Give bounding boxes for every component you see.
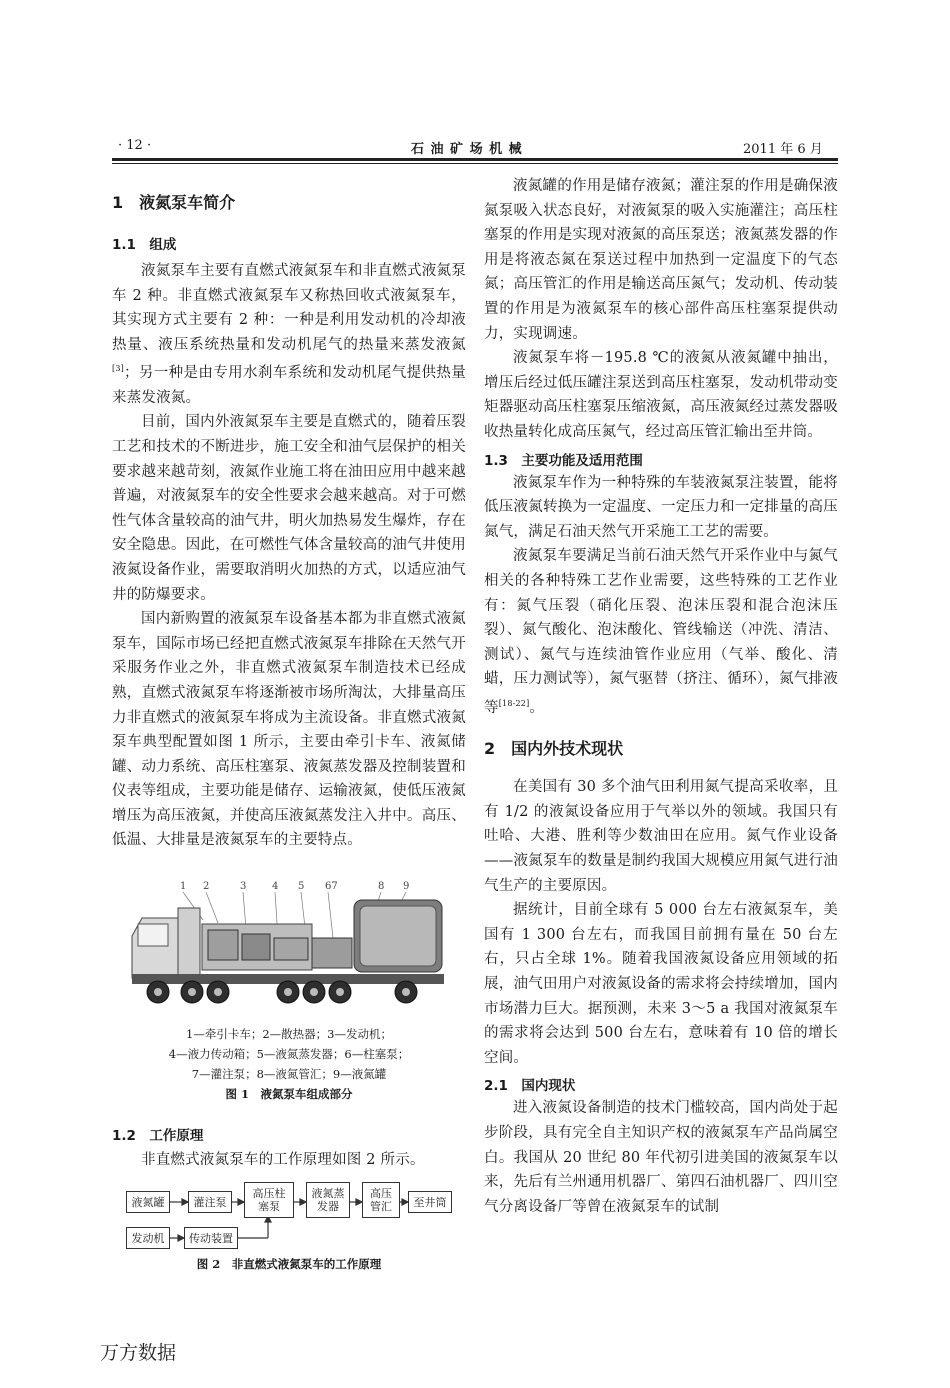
box-engine: 发动机 (126, 1227, 170, 1249)
box-tank: 液氮罐 (126, 1191, 170, 1213)
legend-line-3: 7—灌注泵；8—液氮管汇；9—液氮罐 (191, 1067, 387, 1081)
box-to-well: 至井筒 (408, 1191, 452, 1213)
left-column (112, 190, 466, 853)
header-rule-thin (112, 163, 838, 164)
issue-date: 2011 年 6 月 (743, 142, 823, 157)
section-1-3-heading: 1.3 主要功能及适用范围 (484, 452, 643, 469)
paragraph-5: 液氮罐的作用是储存液氮；灌注泵的作用是确保液氮泵吸入状态良好，对液氮泵的吸入实施灌注；高压柱塞泵的作用是实现对液氮的高压泵送；液氮蒸发器的作用是将液态氮在泵送过程中加热到一定温度下的气态氮；高压管汇的作用是输送高压氮气；发动机、传动装置的作用是为液氮泵车的核心部件高压柱塞泵提供动力，实现调速。 (484, 178, 838, 342)
part-number-3: 3 (240, 881, 247, 892)
paragraph-9: 在美国有 30 多个油气田利用氮气提高采收率，且有 1/2 的液氮设备应用于气举以外的领域。我国只有吐哈、大港、胜利等少数油田在应用。氮气作业设备——液氮泵车的数量是制约我国大规模应用氮气进行油气生产的主要原因。 (484, 779, 838, 894)
section-1-1-heading: 1.1 组成 (112, 237, 177, 253)
box-transmission: 传动装置 (184, 1227, 238, 1249)
figure-1-caption: 图 1 液氮泵车组成部分 (225, 1087, 353, 1101)
citation: [3] (112, 364, 124, 374)
header-rule (112, 158, 838, 161)
figure-1-illustration (128, 878, 448, 1018)
section-1-2-heading: 1.2 工作原理 (112, 1128, 204, 1144)
truck-drawing (128, 878, 448, 1018)
part-number-1: 1 (180, 881, 187, 892)
part-number-8: 8 (378, 881, 385, 892)
left-column-lower (112, 1124, 466, 1173)
paragraph-1: 液氮泵车主要有直燃式液氮泵车和非直燃式液氮泵车 2 种。非直燃式液氮泵车又称热回收式液氮泵车，其实现方式主要有 2 种：一种是利用发动机的冷却液热量、液压系统热量和发动机尾气的热量来蒸发液氮[3]；另一种是由专用水刹车系统和发动机尾气提供热量来蒸发液氮。 (112, 263, 466, 406)
section-2-heading: 2 国内外技术现状 (484, 739, 624, 759)
figure-2-caption: 图 2 非直燃式液氮泵车的工作原理 (196, 1257, 382, 1271)
part-number-9: 9 (403, 881, 410, 892)
part-number-2: 2 (203, 881, 210, 892)
section-1-heading: 1 液氮泵车简介 (112, 193, 236, 212)
legend-line-2: 4—液力传动箱；5—液氮蒸发器；6—柱塞泵； (168, 1047, 410, 1061)
part-number-4: 4 (272, 881, 279, 892)
paragraph-3: 国内新购置的液氮泵车设备基本都为非直燃式液氮泵车，国际市场已经把直燃式液氮泵车排除在天然气开采服务作业之外，非直燃式液氮泵车制造技术已经成熟，直燃式液氮泵车将逐渐被市场所淘汰，大排量高压力非直燃式的液氮泵车将成为主流设备。非直燃式液氮泵车典型配置如图 1 所示，主要由牵引卡车、液氮储罐、动力系统、高压柱塞泵、液氮蒸发器及控制装置和仪表等组成，主要功能是储存、运输液氮，使低压液氮增压为高压液氮，并使高压液氮蒸发注入井中。高压、低温、大排量是液氮泵车的主要特点。 (112, 611, 466, 849)
box-charge-pump: 灌注泵 (188, 1191, 232, 1213)
page-number: · 12 · (118, 138, 152, 153)
paragraph-4: 非直燃式液氮泵车的工作原理如图 2 所示。 (141, 1152, 425, 1168)
paragraph-6: 液氮泵车将－195.8 ℃的液氮从液氮罐中抽出，增压后经过低压罐注泵送到高压柱塞泵，发动机带动变矩器驱动高压柱塞泵压缩液氮，高压液氮经过蒸发器吸收热量转化成高压氮气，经过高压管汇输出至井筒。 (484, 350, 838, 440)
citation: [18-22] (498, 698, 530, 708)
right-column (484, 174, 838, 1219)
box-vaporizer: 液氮蒸 发器 (306, 1182, 350, 1218)
figure-1-legend (112, 1024, 466, 1104)
legend-line-1: 1—牵引卡车；2—散热器；3—发动机； (186, 1027, 392, 1041)
watermark: 万方数据 (100, 1342, 177, 1364)
box-plunger-pump: 高压柱 塞泵 (244, 1182, 294, 1218)
journal-title: 石 油 矿 场 机 械 (411, 142, 523, 157)
figure-2-diagram (118, 1180, 458, 1250)
paragraph-11: 进入液氮设备制造的技术门槛较高，国内尚处于起步阶段，具有完全自主知识产权的液氮泵车产品尚属空白。我国从 20 世纪 80 年代初引进美国的液氮泵车以来，先后有兰州通用机器厂、第四石油机器厂、四川空气分离设备厂等曾在液氮泵车的试制 (484, 1100, 838, 1215)
paragraph-8: 液氮泵车要满足当前石油天然气开采作业中与氮气相关的各种特殊工艺作业需要，这些特殊的工艺作业有：氮气压裂（硝化压裂、泡沫压裂和混合泡沫压裂）、氮气酸化、泡沫酸化、管线输送（冲洗、清洁、测试）、氮气与连续油管作业应用（气举、酸化、清蜡，压力测试等），氮气驱替（挤注、循环），氮气排液等[18-22]。 (484, 548, 838, 716)
paragraph-10: 据统计，目前全球有 5 000 台左右液氮泵车，美国有 1 300 台左右，而我国目前拥有量在 50 台左右，只占全球 1%。随着我国液氮设备应用领域的拓展，油气田用户对液氮设备的需求将会持续增加，国内市场潜力巨大。据预测，未来 3～5 a 我国对液氮泵车的需求将会达到 500 台左右，意味着有 10 倍的增长空间。 (484, 902, 838, 1066)
paragraph-7: 液氮泵车作为一种特殊的车装液氮泵注装置，能将低压液氮转换为一定温度、一定压力和一定排量的高压氮气，满足石油天然气开采施工工艺的需要。 (484, 474, 838, 540)
paragraph-2: 目前，国内外液氮泵车主要是直燃式的，随着压裂工艺和技术的不断进步，施工安全和油气层保护的相关要求越来越苛刻，液氮作业施工将在油田应用中越来越普遍，对液氮泵车的安全性要求会越来越高。对于可燃性气体含量较高的油气井，明火加热易发生爆炸，存在安全隐患。因此，在可燃性气体含量较高的油气井使用液氮设备作业，需要取消明火加热的方式，以适应油气井的防爆要求。 (112, 414, 466, 603)
part-number-67: 67 (325, 881, 338, 892)
section-2-1-heading: 2.1 国内现状 (484, 1078, 576, 1095)
part-number-5: 5 (298, 881, 305, 892)
box-manifold: 高压 管汇 (362, 1182, 400, 1218)
